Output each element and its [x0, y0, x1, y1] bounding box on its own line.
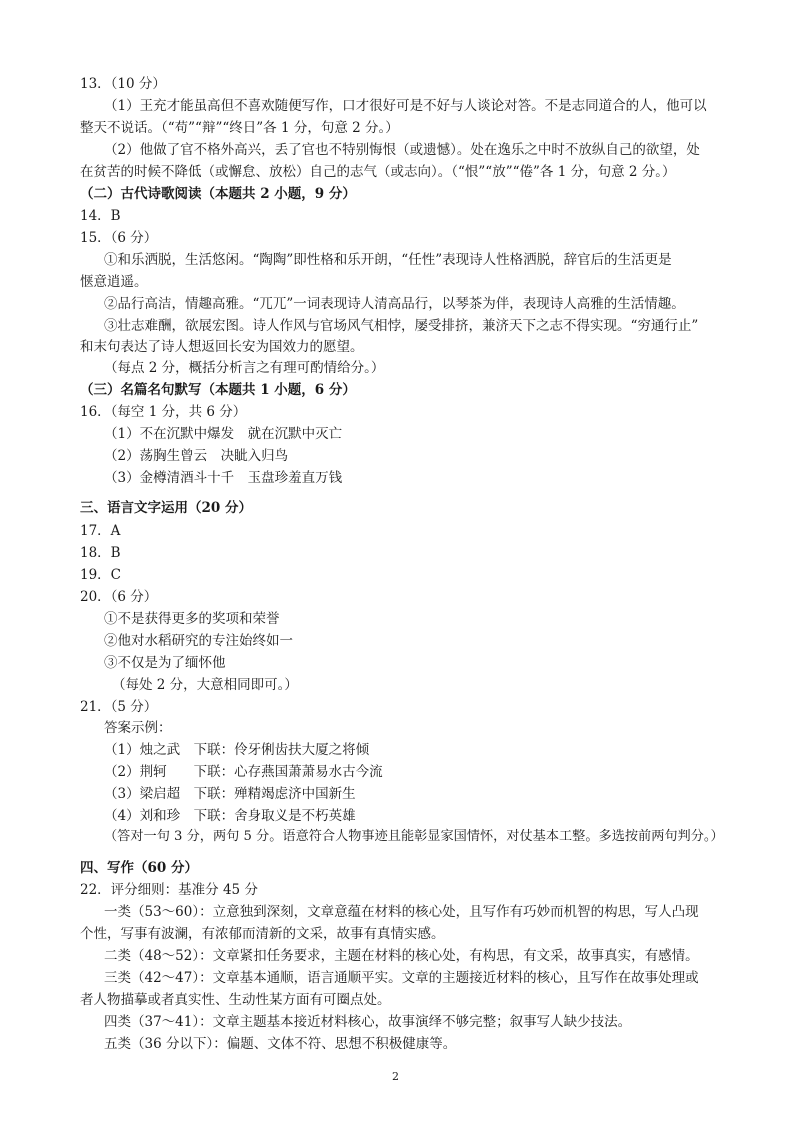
section-heading: 四、写作（60 分） — [80, 860, 198, 876]
text-line: （1）王充才能虽高但不喜欢随便写作，口才很好可是不好与人谈论对答。不是志同道合的人，他可以 — [104, 98, 707, 114]
text-line: 四类（37～41）：文章主题基本接近材料核心，故事演绎不够完整；叙事写人缺少技法。 — [104, 1014, 632, 1030]
text-line: （每处 2 分，大意相同即可。） — [112, 677, 298, 693]
text-line: 15．（6 分） — [80, 230, 158, 246]
text-line: （2）他做了官不格外高兴，丢了官也不特别悔恨（或遗憾）。处在逸乐之中时不放纵自己的欲望，处 — [104, 142, 700, 158]
text-line: 17．A — [80, 523, 121, 539]
text-line: 18．B — [80, 545, 121, 561]
text-line: ①和乐洒脱，生活悠闲。“陶陶”即性格和乐开朗，“任性”表现诗人性格洒脱，辞官后的生活更是 — [104, 252, 672, 268]
section-heading: 三、语言文字运用（20 分） — [80, 500, 252, 516]
text-line: 三类（42～47）：文章基本通顺，语言通顺平实。文章的主题接近材料的核心，且写作在故事处理或 — [104, 970, 699, 986]
text-line: 20．（6 分） — [80, 589, 158, 605]
text-line: （3）梁启超 下联：殚精竭虑济中国新生 — [104, 786, 356, 802]
text-line: 21．（5 分） — [80, 699, 158, 715]
text-line: 五类（36 分以下）：偏题、文体不符、思想不积极健康等。 — [104, 1036, 457, 1052]
text-line: ①不是获得更多的奖项和荣誉 — [104, 611, 280, 627]
text-line: 13．（10 分） — [80, 76, 166, 92]
text-line: 答案示例： — [104, 720, 172, 736]
text-line: 在贫苦的时候不降低（或懈怠、放松）自己的志气（或志向）。（“恨”“放”“倦”各 1 分，句意 2 分。） — [80, 164, 676, 180]
text-line: （1）烛之武 下联：伶牙俐齿扶大厦之将倾 — [104, 742, 370, 758]
section-heading: （二）古代诗歌阅读（本题共 2 小题，9 分） — [80, 186, 356, 202]
text-line: 16．（每空 1 分，共 6 分） — [80, 404, 247, 420]
text-line: （2）荆轲 下联：心存燕国萧萧易水古今流 — [104, 764, 383, 780]
text-line: 19．C — [80, 567, 122, 583]
text-line: 整天不说话。（“苟”“辩”“终日”各 1 分，句意 2 分。） — [80, 120, 399, 136]
text-line: 惬意逍遥。 — [80, 274, 148, 290]
text-line: （3）金樽清酒斗十千 玉盘珍羞直万钱 — [104, 470, 343, 486]
text-line: ②品行高洁，情趣高雅。“兀兀”一词表现诗人清高品行，以琴茶为伴，表现诗人高雅的生活情趣。 — [104, 296, 685, 312]
text-line: （每点 2 分，概括分析言之有理可酌情给分。） — [104, 360, 385, 376]
text-line: ②他对水稻研究的专注始终如一 — [104, 633, 293, 649]
text-line: ③壮志难酬，欲展宏图。诗人作风与官场风气相悖，屡受排挤，兼济天下之志不得实现。“穷通行止” — [104, 318, 699, 334]
text-line: （2）荡胸生曾云 决眦入归鸟 — [104, 448, 289, 464]
text-line: 14．B — [80, 208, 121, 224]
text-line: 二类（48～52）：文章紧扣任务要求，主题在材料的核心处，有构思，有文采，故事真实，有感情。 — [104, 948, 699, 964]
text-line: 者人物描摹或者真实性、生动性某方面有可圈点处。 — [80, 992, 391, 1008]
text-line: 一类（53～60）：立意独到深刻，文章意蕴在材料的核心处，且写作有巧妙而机智的构思，写人凸现 — [104, 904, 699, 920]
text-line: 和末句表达了诗人想返回长安为国效力的愿望。 — [80, 339, 364, 355]
text-line: 个性，写事有波澜，有浓郁而清新的文采，故事有真情实感。 — [80, 926, 445, 942]
text-line: （答对一句 3 分，两句 5 分。语意符合人物事迹且能彰显家国情怀，对仗基本工整。多选按前两句判分。） — [104, 829, 724, 844]
text-line: （1）不在沉默中爆发 就在沉默中灭亡 — [104, 426, 343, 442]
text-line: ③不仅是为了缅怀他 — [104, 655, 226, 671]
section-heading: （三）名篇名句默写（本题共 1 小题，6 分） — [80, 382, 356, 398]
text-line: 22．评分细则：基准分 45 分 — [80, 882, 258, 898]
text-line: （4）刘和珍 下联：舍身取义是不朽英雄 — [104, 808, 356, 824]
page-number: 2 — [392, 1070, 399, 1083]
